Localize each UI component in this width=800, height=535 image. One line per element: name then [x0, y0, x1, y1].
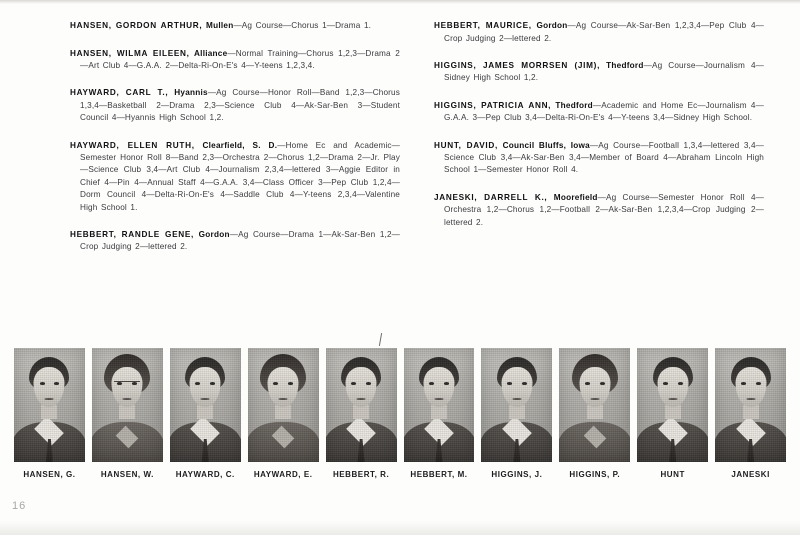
- scan-edge-shadow-top: [0, 0, 800, 4]
- senior-entry: [434, 20, 764, 45]
- senior-hometown: Alliance: [189, 48, 228, 58]
- portrait-vignette: [637, 348, 708, 462]
- portrait-photo: [248, 348, 319, 462]
- senior-name: JANESKI, DARRELL K.,: [434, 192, 548, 202]
- senior-hometown: Hyannis: [168, 88, 208, 98]
- senior-entry: [70, 140, 400, 214]
- senior-activities: —Ag Course—Drama 1—Ak-Sar-Ben 1,2—Crop Judging 2—lettered 2.: [80, 230, 401, 252]
- senior-name: HEBBERT, RANDLE GENE,: [70, 230, 195, 240]
- portrait-caption: HANSEN, W.: [100, 470, 154, 479]
- portrait-vignette: [326, 348, 397, 462]
- portrait-photo: [715, 348, 786, 462]
- senior-entry: [434, 140, 764, 177]
- portrait-caption: HEBBERT, M.: [410, 470, 468, 479]
- portrait-vignette: [92, 348, 163, 462]
- senior-entry: [434, 192, 764, 229]
- senior-activities: —Ag Course—Semester Honor Roll 4—Orchestra 1,2—Chorus 1,2—Football 2—Ak-Sar-Ben 1,2,3,4—Crop Judging 2—lettered 2.: [444, 192, 764, 227]
- senior-activities: —Ag Course—Journalism 4—Sidney High School 1,2.: [444, 61, 764, 83]
- portrait-vignette: [248, 348, 319, 462]
- senior-hometown: Gordon: [194, 230, 230, 240]
- senior-hometown: Council Bluffs, Iowa: [497, 140, 590, 150]
- right-column: [434, 12, 764, 229]
- senior-name: HUNT, DAVID,: [434, 140, 498, 150]
- senior-name: HANSEN, WILMA EILEEN,: [70, 48, 190, 58]
- senior-entry: [70, 87, 400, 124]
- senior-activities: —Ag Course—Honor Roll—Band 1,2,3—Chorus 1,3,4—Basketball 2—Drama 2,3—Science Club 4—Ak-Sar-Ben 3—Student Council 4—Hyannis High School 1,2.: [80, 88, 400, 123]
- senior-entry: [70, 20, 400, 32]
- senior-activities: —Academic and Home Ec—Journalism 4—G.A.A. 3—Pep Club 3,4—Delta-Ri-On-E's 4—Y-teens 3,4—Sidney High School.: [444, 100, 764, 123]
- senior-name: HIGGINS, JAMES MORRSEN (JIM),: [434, 61, 601, 70]
- senior-hometown: Mullen: [202, 21, 234, 31]
- senior-name: HAYWARD, CARL T.,: [70, 88, 169, 98]
- portrait-photo: [559, 348, 630, 462]
- senior-entry: [434, 60, 764, 85]
- portrait-vignette: [715, 348, 786, 462]
- portrait-vignette: [559, 348, 630, 462]
- portrait-caption: HUNT: [660, 470, 685, 479]
- scan-artifact-mark: [379, 333, 382, 346]
- senior-entry: [70, 48, 400, 73]
- senior-hometown: Thedford: [551, 100, 593, 110]
- senior-hometown: Moorefield: [547, 192, 598, 202]
- portrait-caption: HEBBERT, R.: [332, 470, 390, 479]
- portrait-photo: [404, 348, 475, 462]
- senior-activities: —Ag Course—Ak-Sar-Ben 1,2,3,4—Pep Club 4—Crop Judging 2—lettered 2.: [444, 21, 764, 43]
- portrait-caption: HAYWARD, E.: [253, 470, 313, 479]
- senior-activities: —Normal Training—Chorus 1,2,3—Drama 2—Art Club 4—G.A.A. 2—Delta-Ri-On-E's 4—Y-teens 1,2,3,4.: [80, 48, 400, 70]
- portrait-caption: HIGGINS, J.: [491, 470, 543, 479]
- portrait-vignette: [404, 348, 475, 462]
- portrait-photo-strip: [14, 348, 786, 462]
- portrait-photo: [170, 348, 241, 462]
- portrait-caption: JANESKI: [731, 470, 770, 479]
- senior-name: HIGGINS, PATRICIA ANN,: [434, 100, 552, 110]
- left-column: [70, 12, 400, 254]
- portrait-caption-row: [14, 470, 786, 479]
- portrait-caption: HAYWARD, C.: [175, 470, 235, 479]
- portrait-photo: [14, 348, 85, 462]
- portrait-photo: [637, 348, 708, 462]
- senior-hometown: Clearfield, S. D.: [194, 140, 278, 150]
- portrait-photo: [92, 348, 163, 462]
- senior-entry: [434, 100, 764, 125]
- senior-activities: —Home Ec and Academic—Semester Honor Roll 8—Band 2,3—Orchestra 2—Chorus 1,2—Drama 2—Jr. Play—Science Club 3,4—Art Club 4—Journalism 2,3,4—lettered 3—Aggie Editor in Chief 4—Pin 4—Annual Staff 4—G.A.A. 3,4—Class Officer 3—Pep Club 1,2,4—Dorm Council 4—Delta-Ri-On-E's 4—Saddle Club 4—Y-teens 2,3,4—Valentine High School 1.: [80, 140, 400, 212]
- portrait-photo: [326, 348, 397, 462]
- portrait-vignette: [14, 348, 85, 462]
- senior-hometown: Gordon: [531, 21, 568, 31]
- senior-entry: [70, 229, 400, 254]
- listing-columns: [0, 12, 800, 312]
- senior-activities: —Ag Course—Football 1,3,4—lettered 3,4—Science Club 3,4—Ak-Sar-Ben 3,4—Member of Board 4—Abraham Lincoln High School 1—Semester Honor Roll 4.: [444, 140, 764, 175]
- portrait-vignette: [481, 348, 552, 462]
- scan-edge-shadow-bottom: [0, 521, 800, 535]
- senior-name: HANSEN, GORDON ARTHUR,: [70, 21, 203, 31]
- portrait-vignette: [170, 348, 241, 462]
- senior-name: HEBBERT, MAURICE,: [434, 21, 532, 31]
- portrait-caption: HIGGINS, P.: [569, 470, 621, 479]
- page-number: 16: [12, 500, 27, 512]
- senior-hometown: Thedford: [600, 61, 644, 70]
- portrait-caption: HANSEN, G.: [23, 470, 76, 479]
- portrait-photo: [481, 348, 552, 462]
- senior-name: HAYWARD, ELLEN RUTH,: [70, 140, 195, 150]
- senior-activities: —Ag Course—Chorus 1—Drama 1.: [233, 21, 372, 31]
